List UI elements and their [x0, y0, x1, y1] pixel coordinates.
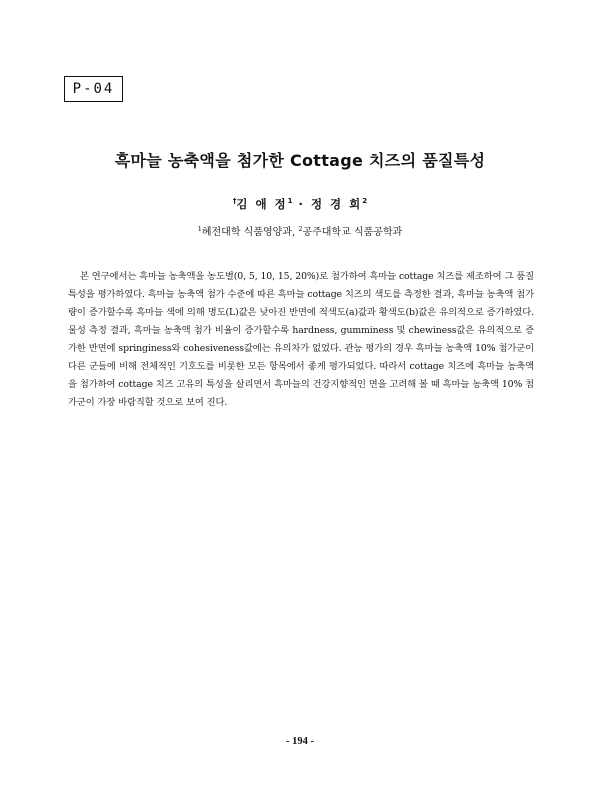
corresponding-author-mark: †	[232, 197, 237, 205]
affiliation-2-mark: 2	[298, 225, 303, 233]
author-separator: ·	[292, 197, 311, 211]
paper-title: 흑마늘 농축액을 첨가한 Cottage 치즈의 품질특성	[114, 151, 486, 170]
author-2-name: 정 경 희	[310, 197, 363, 211]
author-2-affiliation-mark: 2	[362, 197, 368, 205]
poster-code-box	[64, 76, 123, 102]
author-1-name: 김 애 정	[236, 197, 288, 211]
poster-code: P-04	[72, 81, 115, 97]
abstract-text: 본 연구에서는 흑마늘 농축액을 농도별(0, 5, 10, 15, 20%)로 첨가하여 흑마늘 cottage 치즈를 제조하여 그 품질 특성을 평가하였다. 흑마늘 농축액 첨가 수준에 따른 흑마늘 cottage 치즈의 색도를 측정한 결과, 흑마늘 농축액 첨가량이 증가할수록 흑마늘 색에 의해 명도(L)값은 낮아진 반면에 적색도(a)값과 황색도(b)값은 유의적으로 증가하였다. 물성 측정 결과, 흑마늘 농축액 첨가 비율이 증가할수록 hardness, gumminess 및 chewiness값은 유의적으로 증가한 반면에 springiness와 cohesiveness값에는 유의차가 없었다. 관능 평가의 경우 흑마늘 농축액 10% 첨가군이 다른 군들에 비해 전체적인 기호도를 비롯한 모든 항목에서 좋게 평가되었다. 따라서 cottage 치즈에 흑마늘 농축액을 첨가하여 cottage 치즈 고유의 특성을 살리면서 흑마늘의 건강지향적인 면을 고려해 볼 때 흑마늘 농축액 10% 첨가군이 가장 바람직할 것으로 보여 진다.	[68, 271, 534, 408]
author-1-affiliation-mark: 1	[287, 197, 293, 205]
affiliation-1: 혜전대학 식품영양과,	[201, 227, 299, 238]
author-line	[0, 196, 600, 212]
affiliation-2: 공주대학교 식품공학과	[302, 227, 403, 238]
affiliation-1-mark: 1	[197, 225, 202, 233]
affiliation-line	[0, 223, 600, 238]
page-number: - 194 -	[286, 736, 314, 747]
